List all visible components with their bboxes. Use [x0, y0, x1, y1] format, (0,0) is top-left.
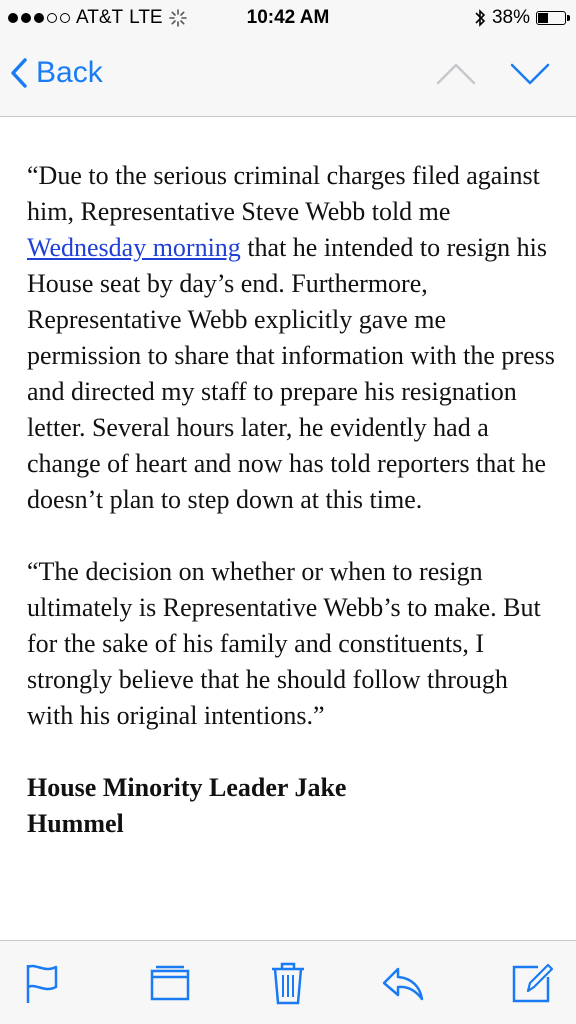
back-label: Back [36, 56, 103, 89]
date-link[interactable]: Wednesday morning [27, 233, 241, 262]
paragraph-1-text-start: “Due to the serious criminal charges filed against him, Representative Steve Webb told me [27, 161, 540, 226]
message-paragraph-2: “The decision on whether or when to resign ultimately is Representative Webb’s to make. But for the sake of his family and constituents, I strongly believe that he should follow through with his original intentions.” [27, 557, 541, 730]
bottom-toolbar [0, 940, 576, 1024]
folder-icon[interactable] [148, 961, 192, 1005]
chevron-left-icon [10, 58, 28, 88]
status-bar [0, 0, 576, 40]
message-body [27, 158, 557, 878]
signature: House Minority Leader Jake Hummel [27, 773, 347, 838]
navigation-bar [0, 40, 576, 117]
status-right [474, 7, 566, 29]
reply-icon[interactable] [380, 961, 424, 1005]
trash-icon[interactable] [266, 961, 310, 1005]
back-button[interactable] [10, 56, 103, 90]
flag-icon[interactable] [22, 961, 66, 1005]
chevron-up-icon[interactable] [436, 62, 476, 86]
chevron-down-icon[interactable] [510, 62, 550, 86]
carrier-label: AT&T [76, 7, 124, 28]
paragraph-1-text-end: that he intended to resign his House seat by day’s end. Furthermore, Representative Webb explicitly gave me permission to share that information with the press and directed my staff to prepare his resignation letter. Several hours later, he evidently had a change of heart and now has told reporters that he doesn’t plan to step down at this time. [27, 233, 555, 514]
message-paragraph-1 [27, 158, 557, 518]
network-label: LTE [129, 7, 163, 28]
compose-icon[interactable] [510, 961, 554, 1005]
battery-icon [536, 11, 566, 25]
bluetooth-icon [474, 8, 486, 28]
status-time: 10:42 AM [246, 7, 330, 28]
battery-percent: 38% [491, 7, 530, 28]
